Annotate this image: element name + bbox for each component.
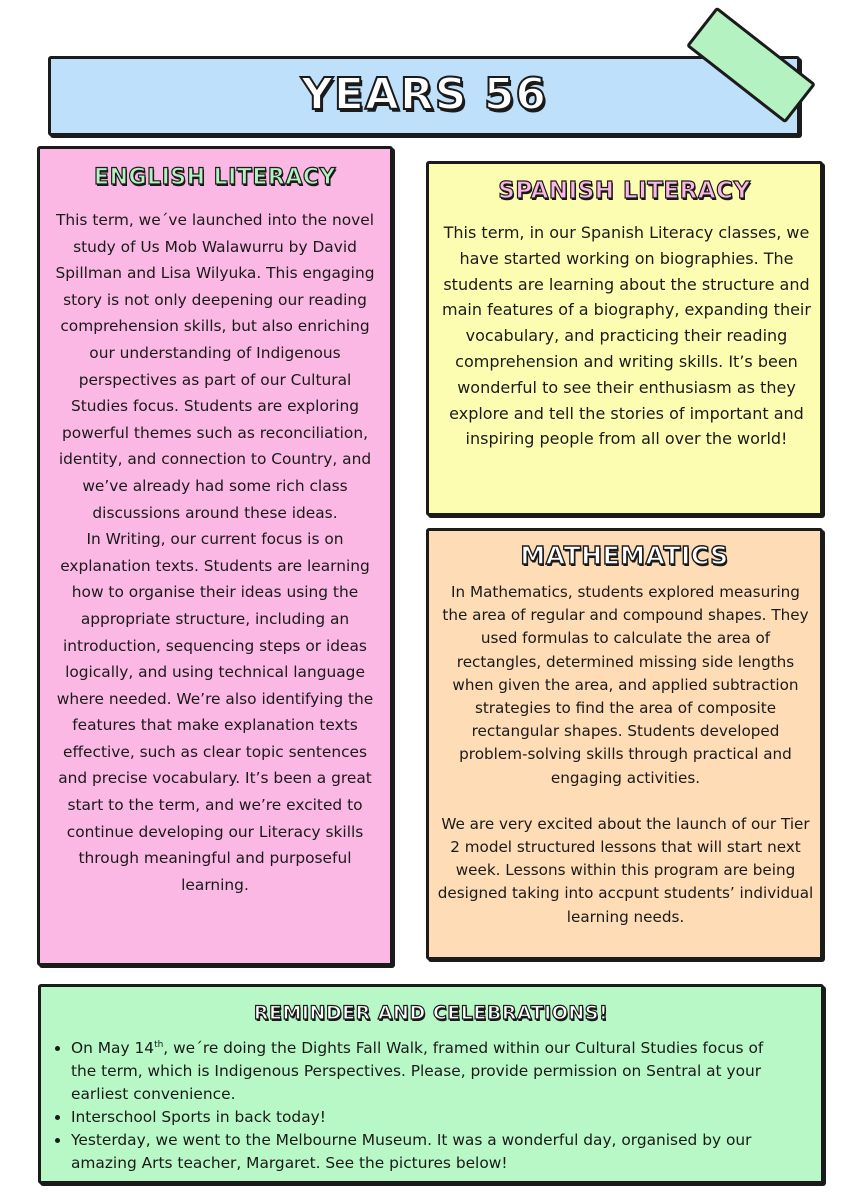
spanish-literacy-heading: SPANISH LITERACY	[498, 178, 751, 204]
reminder-list	[49, 1037, 821, 1175]
english-literacy-heading: ENGLISH LITERACY	[94, 165, 336, 190]
english-literacy-panel	[37, 146, 393, 966]
ordinal-suffix: th	[154, 1039, 164, 1050]
reminder-panel	[38, 984, 824, 1184]
paragraph-spacer	[437, 790, 814, 813]
english-paragraph-1: This term, we´ve launched into the novel study of Us Mob Walawurru by David Spillman and Lisa Wilyuka. This engaging story is not only deepening our reading comprehension skills, but also enriching our understanding of Indigenous perspectives as part of our Cultural Studies focus. Students are exploring powerful themes such as reconciliation, identity, and connection to Country, and we’ve already had some rich class discussions around these ideas.	[55, 211, 375, 522]
list-item	[71, 1129, 821, 1175]
mathematics-paragraph-2: We are very excited about the launch of our Tier 2 model structured lessons that will start next week. Lessons within this program are being designed taking into accpunt students’ individual learning needs.	[437, 814, 814, 926]
list-item	[71, 1037, 821, 1106]
reminder-2-text: Interschool Sports in back today!	[71, 1108, 326, 1126]
reminder-3-line-1: Yesterday, we went to the Melbourne Museum. It was a wonderful day, organised by our	[71, 1131, 752, 1149]
english-paragraph-2: In Writing, our current focus is on explanation texts. Students are learning how to organise their ideas using the appropriate structure, including an introduction, sequencing steps or ideas logically, and using technical language where needed. We’re also identifying the features that make explanation texts effective, such as clear topic sentences and precise vocabulary. It’s been a great start to the term, and we’re excited to continue developing our Literacy skills through meaningful and purposeful learning.	[56, 530, 374, 894]
reminder-1-text: On May 14	[71, 1039, 155, 1057]
reminder-1-line-2: the term, which is Indigenous Perspectives. Please, provide permission on Sentral at your	[71, 1062, 762, 1080]
reminder-1-line-3: earliest convenience.	[71, 1085, 236, 1103]
reminder-3-line-2: amazing Arts teacher, Margaret. See the pictures below!	[71, 1154, 508, 1172]
title-banner	[48, 56, 800, 136]
reminder-heading: REMINDER AND CELEBRATIONS!	[253, 1002, 609, 1024]
spanish-literacy-text: This term, in our Spanish Literacy classes, we have started working on biographies. The students are learning about the structure and main features of a biography, expanding their vocabulary, and practicing their reading comprehension and writing skills. It’s been wonderful to see their enthusiasm as they explore and tell the stories of important and inspiring people from all over the world!	[442, 223, 811, 449]
english-literacy-text	[50, 207, 380, 898]
reminder-1-text-cont: , we´re doing the Dights Fall Walk, framed within our Cultural Studies focus of	[163, 1039, 764, 1057]
mathematics-panel	[426, 528, 823, 960]
page-title: YEARS 56	[300, 69, 548, 120]
mathematics-heading: MATHEMATICS	[520, 541, 729, 570]
spanish-literacy-panel	[426, 161, 823, 516]
list-item	[71, 1106, 821, 1129]
mathematics-text	[437, 581, 814, 929]
mathematics-paragraph-1: In Mathematics, students explored measuring the area of regular and compound shapes. They used formulas to calculate the area of rectangles, determined missing side lengths when given the area, and applied subtraction strategies to find the area of composite rectangular shapes. Students developed problem-solving skills through practical and engaging activities.	[442, 583, 809, 787]
